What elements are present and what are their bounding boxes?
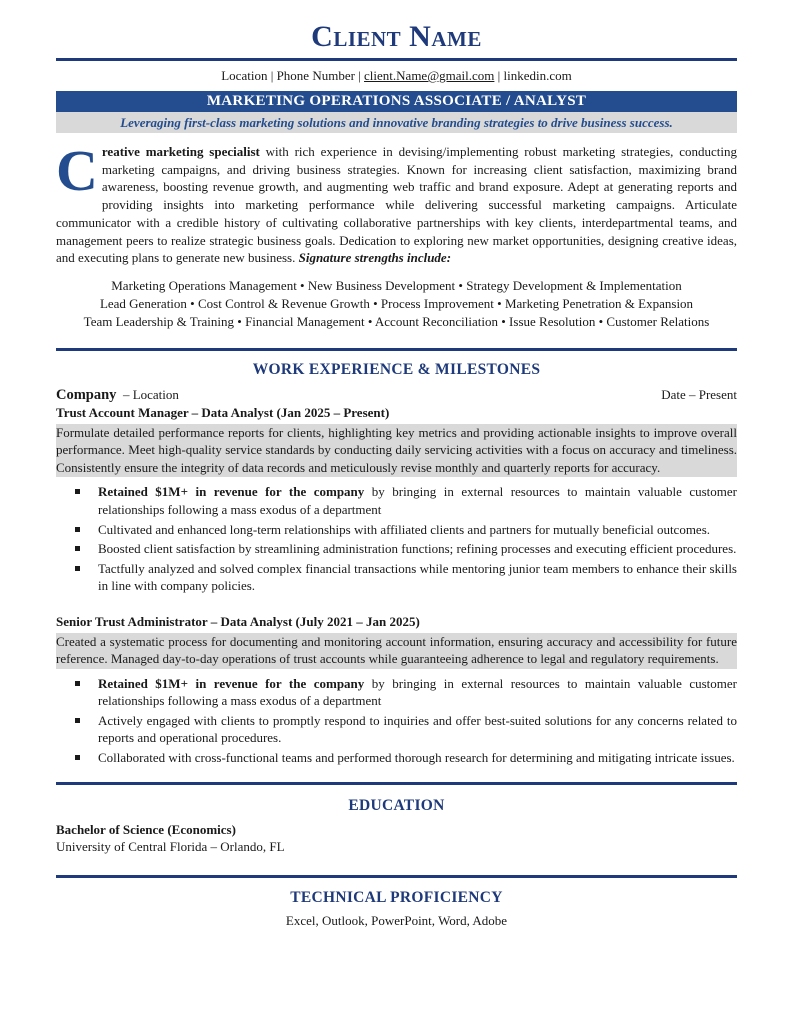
signature-strengths xyxy=(56,277,737,331)
technical-skills: Excel, Outlook, PowerPoint, Word, Adobe xyxy=(285,913,508,929)
company-dates: Date – Present xyxy=(661,386,737,402)
education-degree: Bachelor of Science (Economics) xyxy=(56,822,236,838)
bullet-square-icon xyxy=(75,489,80,494)
list-item xyxy=(98,540,737,557)
summary-dropcap: C xyxy=(56,138,98,203)
bullet-square-icon xyxy=(75,681,80,686)
list-item xyxy=(98,483,737,518)
role-title: Trust Account Manager – Data Analyst (Jan 2025 – Present) xyxy=(56,404,390,420)
role-title: Senior Trust Administrator – Data Analyst (July 2021 – Jan 2025) xyxy=(56,613,420,629)
achievement-text: by bringing in external resources to maintain valuable customer relationships following a mass exodus of a department xyxy=(98,484,737,517)
list-item xyxy=(98,749,737,766)
role-achievements xyxy=(56,675,737,766)
section-rule xyxy=(56,348,737,351)
role-summary: Created a systematic process for documenting and monitoring account information, ensuring accuracy and accessibility for future reference. Managed day-to-day operations of trust accounts while guaranteeing adherence to legal and regulatory requirements. xyxy=(56,633,737,669)
education-section-title: EDUCATION xyxy=(348,797,445,815)
bullet-square-icon xyxy=(75,755,80,760)
list-item xyxy=(98,521,737,538)
bullet-square-icon xyxy=(75,566,80,571)
education-school: University of Central Florida – Orlando, FL xyxy=(56,839,285,855)
experience-section-title: WORK EXPERIENCE & MILESTONES xyxy=(252,360,541,378)
strengths-line: Team Leadership & Training • Financial Management • Account Reconciliation • Issue Resolution • Customer Relations xyxy=(83,313,710,329)
company-name: Company xyxy=(56,386,117,403)
technical-section-title: TECHNICAL PROFICIENCY xyxy=(290,889,503,907)
bullet-square-icon xyxy=(75,546,80,551)
section-rule xyxy=(56,875,737,878)
achievement-text: Actively engaged with clients to promptly respond to inquiries and offer best-suited solutions for any concerns related to reports and operational procedures. xyxy=(98,712,737,746)
contact-separator: | xyxy=(358,68,361,83)
strengths-line: Lead Generation • Cost Control & Revenue Growth • Process Improvement • Marketing Penetration & Expansion xyxy=(99,295,694,311)
achievement-text: by bringing in external resources to maintain valuable customer relationships following a mass exodus of a department xyxy=(98,675,737,708)
contact-phone: Phone Number xyxy=(276,68,355,83)
professional-summary xyxy=(56,138,737,267)
contact-separator: | xyxy=(497,68,501,83)
headline-tagline: Leveraging first-class marketing solutions and innovative branding strategies to drive business success. xyxy=(56,112,737,133)
achievement-text: Boosted client satisfaction by streamlining administration functions; refining processes and executing efficient procedures. xyxy=(98,541,737,557)
achievement-highlight: Retained $1M+ in revenue for the company xyxy=(98,675,365,691)
bullet-square-icon xyxy=(75,527,80,532)
summary-signature: Signature strengths include: xyxy=(298,250,452,266)
achievement-text: Tactfully analyzed and solved complex financial transactions while mentoring junior team members to enhance their skills in line with company policies. xyxy=(98,561,737,594)
list-item xyxy=(98,560,737,595)
client-name: Client Name xyxy=(311,20,482,53)
contact-email-link[interactable]: client.Name@gmail.com xyxy=(364,68,495,83)
contact-linkedin[interactable]: linkedin.com xyxy=(503,68,572,83)
contact-location: Location xyxy=(221,68,268,83)
list-item xyxy=(98,675,737,710)
summary-body: with rich experience in devising/implementing robust marketing strategies, conducting marketing campaigns, and driving business strategies. Known for increasing client satisfaction, maximizing brand awareness, boosting revenue growth, and augmenting web traffic and brand exposure. Adept at generating reports and providing insights into marketing performance while delivering successful marketing campaigns. Articulate communicator with a credible history of cultivating collaborative partnerships with key clients, interdepartmental teams, and management peers to realize strategic business goals. Dedication to exploring new market opportunities, designing creative ideas, and executing plans to generate new business. xyxy=(56,144,737,266)
bullet-square-icon xyxy=(75,718,80,723)
strengths-line: Marketing Operations Management • New Business Development • Strategy Development & Implementation xyxy=(111,277,682,293)
company-row xyxy=(56,385,737,404)
summary-lead: reative marketing specialist xyxy=(101,144,260,159)
contact-line xyxy=(56,68,737,84)
list-item xyxy=(98,712,737,747)
achievement-text: Collaborated with cross-functional teams and performed thorough research for determining and mitigating intricate issues. xyxy=(98,749,735,765)
contact-separator: | xyxy=(270,68,274,83)
headline-title: MARKETING OPERATIONS ASSOCIATE / ANALYST xyxy=(56,91,737,112)
resume-page xyxy=(56,0,737,929)
achievement-highlight: Retained $1M+ in revenue for the company xyxy=(98,484,365,500)
role-summary: Formulate detailed performance reports for clients, highlighting key metrics and providing actionable insights to improve overall performance. Meet high-quality service standards by conducting daily servicing activities with a focus on accuracy and timeliness. Consistently ensure the integrity of data records and meticulously revise monthly and quarterly reports for accuracy. xyxy=(56,424,737,478)
header-rule xyxy=(56,58,737,61)
role-achievements xyxy=(56,483,737,594)
section-rule xyxy=(56,782,737,785)
achievement-text: Cultivated and enhanced long-term relationships with affiliated clients and partners for mutually beneficial outcomes. xyxy=(98,521,711,537)
company-location: – Location xyxy=(122,386,179,402)
